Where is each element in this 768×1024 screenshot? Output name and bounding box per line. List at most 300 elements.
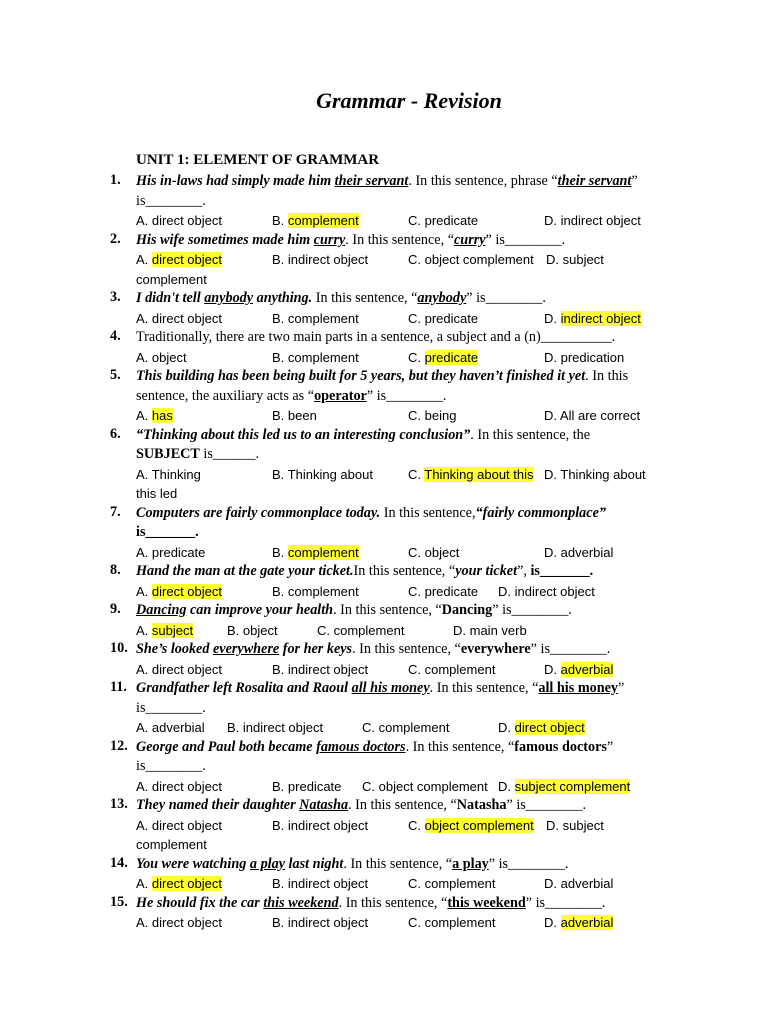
stem-text: . In this sentence, “ (333, 602, 442, 618)
answer-option (544, 309, 641, 329)
option-text: being (424, 408, 457, 423)
option-letter: A. (136, 349, 152, 365)
stem-text: is_______. (530, 563, 594, 579)
option-continuation: complement (136, 837, 207, 852)
question-number: 4. (110, 328, 121, 344)
stem-text: . In this (585, 368, 629, 384)
option-text: direct object (151, 778, 222, 794)
question-stem-line (136, 640, 670, 660)
option-text: predicate (424, 583, 479, 599)
answer-option (498, 777, 630, 797)
stem-text: famous doctors (316, 738, 406, 755)
answer-option (408, 406, 456, 426)
answer-option (408, 816, 534, 836)
answer-option (136, 348, 187, 368)
stem-text: everywhere (460, 641, 531, 657)
option-letter: C. (408, 876, 425, 891)
stem-text: He should fix the car (136, 894, 264, 911)
stem-text: ” is________. (530, 641, 611, 657)
answer-option (136, 913, 222, 933)
stem-text: . In this sentence, “ (429, 680, 539, 696)
option-text: complement (287, 583, 359, 599)
question-stem-line (136, 757, 670, 777)
question-3 (110, 289, 670, 328)
option-text: adverbial (151, 720, 205, 735)
option-text: main verb (469, 622, 527, 638)
option-text: direct object (151, 915, 222, 930)
option-letter: A. (136, 252, 152, 267)
answer-option (408, 309, 478, 329)
option-letter: D. (544, 466, 561, 482)
answer-option (408, 874, 495, 894)
question-number: 11. (110, 679, 127, 695)
question-14 (110, 855, 670, 894)
option-text: subject (562, 252, 604, 267)
answer-options (136, 660, 670, 680)
answer-option (272, 582, 359, 602)
answer-options (136, 777, 670, 797)
stem-text: ” is________. (506, 797, 587, 813)
option-letter: D. (544, 915, 561, 930)
answer-option (408, 211, 478, 231)
option-letter: C. (408, 583, 425, 599)
option-letter: C. (408, 661, 425, 677)
option-letter: A. (136, 720, 152, 735)
stem-text: Natasha (456, 797, 507, 813)
option-text: All are correct (559, 408, 641, 423)
option-text: direct object (151, 213, 222, 228)
option-letter: A. (136, 876, 152, 891)
question-stem-line (136, 894, 670, 914)
answer-option (498, 718, 585, 738)
stem-text: George and Paul both became (136, 738, 317, 755)
option-text: indirect object (287, 661, 369, 677)
answer-option (136, 211, 222, 231)
question-stem-line (136, 192, 670, 212)
stem-text: ” (618, 680, 625, 696)
question-stem-line (136, 231, 670, 251)
question-stem-line (136, 679, 670, 699)
option-text: adverbial (560, 876, 614, 891)
highlighted-answer: adverbial (560, 915, 614, 930)
stem-text: . In this sentence, “ (405, 738, 515, 755)
stem-text: everywhere (212, 641, 280, 657)
answer-option (136, 406, 173, 426)
highlighted-answer: direct object (151, 876, 222, 891)
option-letter: B. (272, 583, 288, 599)
option-letter: D. (546, 252, 563, 267)
option-letter: A. (136, 778, 152, 794)
option-letter: B. (272, 817, 288, 833)
stem-text: ” is________. (485, 231, 566, 248)
unit-heading: UNIT 1: ELEMENT OF GRAMMAR (136, 152, 380, 168)
option-letter: D. (544, 544, 561, 560)
option-letter: B. (272, 544, 288, 560)
answer-options (136, 543, 670, 563)
question-stem-line (136, 172, 670, 192)
option-letter: A. (136, 310, 152, 326)
option-letter: A. (136, 583, 152, 599)
question-stem-line (136, 855, 670, 875)
option-letter: C. (408, 213, 425, 228)
option-letter: C. (408, 817, 425, 833)
answer-option (136, 465, 201, 485)
option-letter: C. (408, 915, 425, 930)
option-letter: D. (544, 213, 561, 228)
answer-option (136, 621, 193, 641)
answer-option (272, 874, 368, 894)
stem-text: You were watching (136, 855, 250, 872)
stem-text: ” is________. (466, 290, 546, 306)
stem-text: ” is________. (492, 602, 572, 618)
answer-option (408, 582, 478, 602)
stem-text: this weekend (447, 894, 526, 911)
question-stem-line (136, 328, 670, 348)
highlighted-answer: has (151, 408, 173, 423)
stem-text: Hand the man at the gate your ticket. (136, 563, 354, 579)
stem-text: ” is________. (366, 387, 447, 404)
option-letter: D. (544, 310, 561, 326)
option-letter: B. (227, 720, 243, 735)
option-text: object complement (424, 252, 534, 267)
stem-text: Dancing (136, 602, 187, 618)
stem-text: is_______. (136, 524, 199, 540)
question-number: 5. (110, 367, 121, 383)
option-letter: C. (408, 544, 425, 560)
question-7 (110, 504, 670, 563)
answer-option (408, 348, 478, 368)
option-text: object (424, 544, 460, 560)
answer-option (546, 816, 604, 836)
stem-text: Natasha (299, 797, 349, 813)
question-list (110, 172, 670, 933)
option-letter: B. (272, 915, 288, 930)
option-text: indirect object (287, 876, 369, 891)
option-letter: D. (498, 720, 515, 735)
option-text: object (242, 622, 278, 638)
question-2 (110, 231, 670, 290)
option-continuation: this led (136, 486, 178, 501)
question-10 (110, 640, 670, 679)
stem-text: operator (314, 387, 367, 404)
stem-text: . In this sentence, “ (345, 231, 454, 248)
stem-text: Grandfather left Rosalita and Raoul (136, 680, 352, 696)
option-letter: B. (272, 252, 288, 267)
highlighted-answer: Thinking about this (424, 466, 534, 482)
highlighted-answer: subject complement (514, 778, 631, 794)
answer-options (136, 250, 670, 270)
option-text: Thinking (151, 466, 201, 482)
stem-text: this weekend (263, 894, 339, 911)
option-letter: B. (272, 876, 288, 891)
question-4 (110, 328, 670, 367)
question-number: 9. (110, 601, 121, 617)
stem-text: SUBJECT (136, 446, 200, 462)
stem-text: curry (313, 231, 346, 248)
answer-option (544, 913, 613, 933)
answer-option (272, 211, 359, 231)
stem-text: Dancing (441, 602, 493, 618)
answer-option (272, 250, 368, 270)
option-text: direct object (151, 661, 222, 677)
stem-text: . In this sentence, “ (352, 641, 461, 657)
stem-text: anybody (204, 290, 254, 306)
option-letter: A. (136, 544, 152, 560)
option-text: complement (333, 622, 405, 638)
answer-option (408, 543, 459, 563)
answer-option (362, 777, 488, 797)
answer-options (136, 211, 670, 231)
stem-text: last night (285, 855, 344, 872)
answer-option (136, 582, 222, 602)
stem-text: anybody (417, 290, 467, 306)
option-letter: C. (408, 349, 425, 365)
answer-options (136, 465, 670, 485)
option-letter: D. (498, 583, 515, 599)
highlighted-answer: direct object (514, 720, 585, 735)
question-11 (110, 679, 670, 738)
answer-option (498, 582, 595, 602)
answer-option (546, 250, 604, 270)
option-text: direct object (151, 817, 222, 833)
option-letter: A. (136, 622, 152, 638)
question-number: 10. (110, 640, 128, 656)
option-text: adverbial (560, 544, 614, 560)
option-letter: C. (362, 778, 379, 794)
option-letter: D. (544, 661, 561, 677)
answer-options (136, 582, 670, 602)
answer-option (317, 621, 404, 641)
option-text: indirect object (514, 583, 595, 599)
option-text: predicate (424, 310, 479, 326)
answer-option (272, 913, 368, 933)
stem-text: His in-laws had simply made him (136, 173, 335, 189)
answer-option (272, 348, 359, 368)
question-number: 2. (110, 230, 121, 247)
stem-text: is______. (199, 446, 259, 462)
question-stem-line (136, 523, 670, 543)
stem-text: a play (249, 855, 285, 872)
highlighted-answer: indirect object (560, 310, 641, 326)
option-letter: D. (453, 622, 470, 638)
stem-text: . In this sentence, phrase “ (408, 173, 558, 189)
stem-text: ” (606, 738, 614, 755)
option-text: indirect object (287, 817, 369, 833)
stem-text: curry (454, 231, 486, 248)
stem-text: This building has been being built for 5 years, but they haven’t finished it yet (136, 368, 586, 384)
stem-text: They named their daughter (136, 797, 300, 813)
stem-text: In this sentence, “ (312, 290, 418, 306)
option-text: complement (287, 349, 359, 365)
answer-option (136, 874, 222, 894)
question-number: 14. (110, 854, 128, 871)
stem-text: In this sentence, (380, 504, 476, 521)
option-text: Thinking about (560, 466, 646, 482)
question-stem-line (136, 738, 670, 758)
answer-options (136, 309, 670, 329)
answer-option (544, 660, 613, 680)
option-text: indirect object (287, 252, 369, 267)
answer-options (136, 348, 670, 368)
option-continuation: complement (136, 271, 207, 287)
answer-option (136, 777, 222, 797)
answer-option (136, 816, 222, 836)
option-text: indirect object (287, 915, 369, 930)
highlighted-answer: subject (151, 622, 194, 638)
stem-text: I didn't tell (136, 290, 205, 306)
answer-options (136, 816, 670, 836)
question-15 (110, 894, 670, 933)
option-text: object complement (378, 778, 488, 794)
question-13 (110, 796, 670, 855)
stem-text: . In this sentence, the (470, 426, 591, 443)
answer-option (272, 660, 368, 680)
stem-text: . In this sentence, “ (338, 894, 448, 911)
answer-option (136, 543, 205, 563)
stem-text: Computers are fairly commonplace today. (136, 504, 381, 521)
stem-text: sentence, the auxiliary acts as “ (136, 387, 315, 404)
option-text: been (287, 408, 317, 423)
answer-options (136, 718, 670, 738)
option-letter: C. (408, 252, 425, 267)
highlighted-answer: direct object (151, 583, 222, 599)
answer-option (272, 309, 359, 329)
question-stem-line (136, 367, 670, 387)
stem-text: a play (452, 855, 489, 872)
option-letter: D. (544, 408, 560, 423)
stem-text: “Thinking about this led us to an interesting conclusion” (136, 426, 471, 443)
question-1 (110, 172, 670, 231)
answer-option (272, 816, 368, 836)
option-text: object (151, 349, 187, 365)
answer-option (272, 465, 373, 485)
option-text: Thinking about (287, 466, 373, 482)
page-title: Grammar - Revision (316, 88, 502, 113)
option-letter: B. (272, 310, 288, 326)
highlighted-answer: predicate (424, 349, 479, 365)
option-letter: D. (546, 817, 563, 833)
question-number: 7. (110, 503, 121, 520)
option-text: complement (424, 915, 496, 930)
answer-option (544, 406, 640, 426)
option-letter: A. (136, 915, 152, 930)
question-9 (110, 601, 670, 640)
question-stem-line (136, 445, 670, 465)
answer-option (408, 250, 534, 270)
stem-text: can improve your health (186, 602, 334, 618)
answer-option (453, 621, 527, 641)
answer-option (227, 621, 278, 641)
question-stem-line (136, 796, 670, 816)
stem-text: their servant (557, 173, 632, 189)
question-number: 6. (110, 425, 121, 442)
question-stem-line (136, 562, 670, 582)
question-number: 15. (110, 893, 128, 910)
stem-text: for her keys (279, 641, 353, 657)
option-text: complement (424, 661, 496, 677)
option-text: complement (378, 720, 450, 735)
option-letter: B. (272, 466, 288, 482)
stem-text: ” (631, 173, 638, 189)
question-number: 1. (110, 172, 121, 188)
question-stem-line (136, 504, 670, 524)
question-12 (110, 738, 670, 797)
answer-option (136, 718, 205, 738)
stem-text: all his money (538, 680, 619, 696)
option-letter: A. (136, 466, 152, 482)
answer-option (136, 660, 222, 680)
answer-option (272, 543, 359, 563)
stem-text: . In this sentence, “ (348, 797, 457, 813)
option-letter: B. (272, 213, 288, 228)
answer-option (362, 718, 449, 738)
option-letter: C. (408, 408, 425, 423)
highlighted-answer: adverbial (560, 661, 614, 677)
answer-options (136, 621, 670, 641)
stem-text: . In this sentence, “ (343, 855, 453, 872)
option-text: predicate (151, 544, 206, 560)
option-letter: A. (136, 213, 152, 228)
option-letter: B. (227, 622, 243, 638)
question-8 (110, 562, 670, 601)
question-number: 12. (110, 737, 128, 754)
highlighted-answer: direct object (151, 252, 222, 267)
stem-text: ” is________. (488, 855, 569, 872)
highlighted-answer: object complement (424, 817, 534, 833)
answer-option (408, 660, 495, 680)
stem-text: your ticket (455, 563, 518, 579)
option-letter: A. (136, 661, 152, 677)
highlighted-answer: complement (287, 544, 359, 560)
stem-text: all his money (351, 680, 430, 696)
stem-text: famous doctors (514, 738, 607, 755)
question-6 (110, 426, 670, 504)
option-letter: D. (544, 876, 561, 891)
stem-text: Traditionally, there are two main parts in a sentence, a subject and a (n)__________. (136, 329, 616, 345)
option-text: predication (560, 349, 625, 365)
answer-option (544, 543, 613, 563)
question-stem-line (136, 601, 670, 621)
option-letter: C. (408, 310, 425, 326)
answer-options (136, 913, 670, 933)
option-letter: D. (498, 778, 515, 794)
option-letter: C. (362, 720, 379, 735)
stem-text: ” is________. (525, 894, 606, 911)
stem-text: In this sentence, “ (353, 563, 456, 579)
stem-text: is________. (136, 699, 206, 716)
option-text: direct object (151, 310, 222, 326)
answer-option (408, 465, 534, 485)
stem-text: His wife sometimes made him (136, 231, 314, 248)
option-letter: D. (544, 349, 561, 365)
option-text: complement (287, 310, 359, 326)
option-letter: A. (136, 817, 152, 833)
question-number: 3. (110, 289, 121, 305)
stem-text: She’s looked (136, 641, 213, 657)
stem-text: ”, (517, 563, 531, 579)
answer-option (544, 465, 646, 485)
stem-text: their servant (334, 173, 409, 189)
option-text: indirect object (242, 720, 324, 735)
question-stem-line (136, 387, 670, 407)
question-stem-line (136, 699, 670, 719)
option-letter: C. (317, 622, 334, 638)
answer-option (408, 913, 495, 933)
option-letter: B. (272, 778, 288, 794)
stem-text: is________. (136, 192, 206, 209)
option-text: predicate (287, 778, 342, 794)
question-5 (110, 367, 670, 426)
